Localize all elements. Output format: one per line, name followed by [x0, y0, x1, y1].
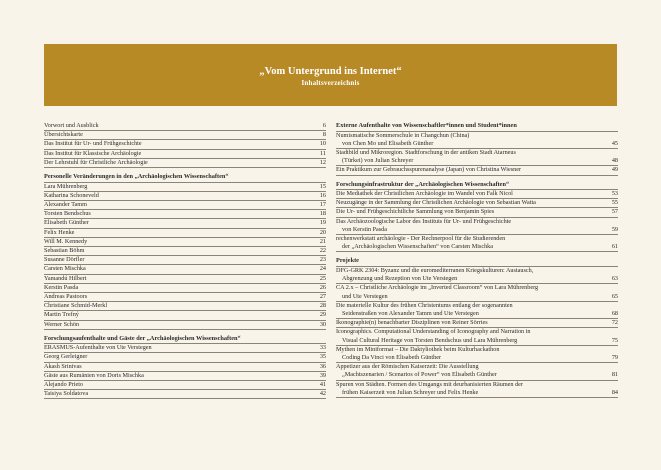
toc-page-number: 81 [611, 371, 618, 379]
toc-entry-title: Vorwort und Ausblick [44, 122, 99, 129]
document-subtitle: Inhaltsverzeichnis [301, 79, 360, 87]
toc-page-number: 19 [319, 219, 326, 227]
toc-page-number: 6 [322, 122, 326, 129]
toc-entry-title: Ein Praktikum zur Gebrauchsspurenanalyse (Japan) von Christina Wiesner [336, 166, 522, 174]
toc-entry[interactable] [44, 284, 326, 293]
toc-page-number: 21 [319, 237, 326, 245]
toc-page-number: 63 [611, 275, 618, 283]
toc-entry-title: Alejando Prieto [44, 381, 84, 389]
toc-page-number: 45 [611, 139, 618, 147]
toc-entry-title: Seidenstraßen von Alexander Tamm und Ute Verstegen [342, 309, 479, 317]
toc-page-number: 49 [611, 166, 618, 174]
toc-entry[interactable] [44, 321, 326, 330]
toc-page-number: 25 [319, 274, 326, 282]
toc-entry[interactable] [44, 353, 326, 362]
toc-page-number: 10 [319, 140, 326, 148]
toc-page-number: 12 [319, 158, 326, 166]
toc-page-number: 16 [319, 191, 326, 199]
toc-entry-title: Akash Srinivas [44, 362, 82, 370]
toc-page-number: 15 [319, 182, 326, 190]
toc-entry-title: ERASMUS-Aufenthalte von Ute Verstegen [44, 344, 152, 352]
toc-entry[interactable] [44, 372, 326, 381]
toc-entry[interactable] [44, 238, 326, 247]
toc-entry[interactable] [336, 199, 618, 208]
toc-entry-title: Andreas Pastoors [44, 292, 88, 300]
toc-entry-title: der „Archäologischen Wissenschaften“ von Carsten Mischka [342, 243, 494, 251]
toc-entry-title: Coding Da Vinci von Elisabeth Günther [342, 353, 442, 361]
toc-page-number: 30 [319, 320, 326, 328]
toc-page-number: 57 [611, 208, 618, 216]
toc-page-number: 79 [611, 353, 618, 361]
section-heading: Forschungsinfrastruktur der „Archäologischen Wissenschaften“ [336, 176, 618, 191]
toc-entry-title: Iconographics. Computational Understanding of Iconography and Narration in [336, 328, 531, 336]
toc-entry[interactable] [336, 149, 618, 166]
toc-entry[interactable] [44, 344, 326, 353]
toc-entry-title: Numismatische Sommerschule in Changchun (China) [336, 131, 470, 139]
toc-page-number: 23 [319, 256, 326, 264]
toc-entry[interactable] [44, 311, 326, 320]
toc-page-number: 42 [319, 390, 326, 398]
toc-entry-title: Ikonographie(n) benachbarter Disziplinen von Reiner Sörries [336, 319, 488, 327]
toc-page-number: 24 [319, 265, 326, 273]
toc-entry[interactable] [336, 363, 618, 380]
toc-entry-title: Das Institut für Ur- und Frühgeschichte [44, 140, 142, 148]
title-banner [44, 44, 617, 106]
toc-entry-title: (Türkei) von Julian Schreyer [342, 157, 414, 165]
toc-entry-title: Lara Mührenberg [44, 182, 88, 190]
toc-entry-title: Martin Trefný [44, 311, 79, 319]
toc-page-number: 65 [611, 292, 618, 300]
toc-page-number: 26 [319, 283, 326, 291]
toc-entry-title: Torsten Bendschus [44, 210, 91, 218]
toc-page-number: 28 [319, 302, 326, 310]
toc-entry[interactable] [336, 302, 618, 319]
toc-entry-title: Christiane Schmid-Merkl [44, 302, 108, 310]
toc-page-number: 39 [319, 371, 326, 379]
toc-page-number: 61 [611, 243, 618, 251]
toc-left-column [44, 122, 326, 399]
toc-entry-title: CA 2.x – Christliche Archäologie im „Inverted Classroom“ von Lara Mührenberg [336, 284, 539, 292]
toc-right-column [336, 122, 618, 398]
toc-entry[interactable] [336, 218, 618, 235]
toc-entry[interactable] [44, 122, 326, 131]
toc-entry[interactable] [336, 132, 618, 149]
toc-entry-title: Susanne Dörfler [44, 256, 85, 264]
toc-entry[interactable] [44, 131, 326, 140]
toc-entry[interactable] [44, 140, 326, 149]
toc-page-number: 18 [319, 210, 326, 218]
toc-entry-title: Werner Schön [44, 320, 80, 328]
toc-entry-title: Stadtbild und Mikroregion. Stadtforschung in der antiken Stadt Atarneus [336, 148, 516, 156]
toc-page-number: 59 [611, 225, 618, 233]
toc-entry[interactable] [44, 210, 326, 219]
toc-entry-title: Die Mediathek der Christlichen Archäologie im Wandel von Falk Nicol [336, 190, 513, 198]
toc-entry[interactable] [336, 319, 618, 328]
toc-entry-title: rechenwerkstatt archäologie - Der Rechnerpool für die Studierenden [336, 235, 506, 243]
toc-page-number: 17 [319, 200, 326, 208]
toc-entry[interactable] [336, 208, 618, 217]
toc-page-number: 55 [611, 199, 618, 207]
section-heading: Externe Aufenthalte von Wissenschaftler*innen und Student*innen [336, 122, 618, 132]
toc-entry-title: Appetizer aus der Römischen Kaiserzeit: Die Ausstellung [336, 363, 479, 371]
toc-page-number: 33 [319, 344, 326, 352]
toc-entry[interactable] [336, 284, 618, 301]
document-title: „Vom Untergrund ins Internet“ [259, 66, 402, 77]
toc-entry-title: Mythen im Miniformat – Die Daktyliothek beim Kulturhackathon [336, 345, 500, 353]
toc-entry-title: Spuren von Städten. Formen des Umgangs mit deurbanisierten Räumen der [336, 380, 523, 388]
toc-entry-title: Der Lehrstuhl für Christliche Archäologie [44, 158, 148, 166]
toc-entry[interactable] [44, 265, 326, 274]
toc-entry[interactable] [44, 363, 326, 372]
toc-entry-title: Abgrenzung und Rezeption von Ute Verstegen [342, 275, 458, 283]
toc-entry-title: Yamandú Hilbert [44, 274, 87, 282]
toc-entry[interactable] [44, 159, 326, 168]
toc-entry[interactable] [44, 201, 326, 210]
toc-page-number: 68 [611, 309, 618, 317]
toc-entry[interactable] [44, 183, 326, 192]
toc-entry-title: Sebastian Böhm [44, 246, 85, 254]
toc-entry-title: Das Archäozoologische Labor des Instituts für Ur- und Frühgeschichte [336, 217, 512, 225]
toc-entry[interactable] [44, 302, 326, 311]
toc-page-number: 41 [319, 381, 326, 389]
toc-entry-title: Alexander Tamm [44, 200, 87, 208]
toc-page-number: 48 [611, 157, 618, 165]
toc-entry-title: Georg Gerleigner [44, 353, 88, 361]
toc-page-number: 35 [319, 353, 326, 361]
toc-entry[interactable] [44, 390, 326, 399]
toc-entry-title: Carsten Mischka [44, 265, 86, 273]
toc-entry[interactable] [44, 275, 326, 284]
toc-entry-title: DFG-GRK 2304: Byzanz und die euromediterranen Kriegskulturen: Austausch, [336, 266, 534, 274]
section-heading: Projekte [336, 252, 618, 267]
toc-page-number: 75 [611, 336, 618, 344]
toc-entry[interactable] [44, 150, 326, 159]
toc-page-number: 8 [322, 131, 326, 139]
toc-entry[interactable] [336, 235, 618, 252]
toc-page-number: 53 [611, 190, 618, 198]
toc-entry[interactable] [44, 256, 326, 265]
toc-entry-title: von Chen Mo und Elisabeth Günther [342, 139, 434, 147]
toc-entry-title: Elisabeth Günther [44, 219, 89, 227]
toc-entry-title: Übersichtskarte [44, 131, 83, 139]
toc-entry[interactable] [336, 190, 618, 199]
toc-entry-title: frühen Kaiserzeit von Julian Schreyer und Felix Henke [342, 388, 479, 396]
toc-entry-title: Die Ur- und Frühgeschichtliche Sammlung von Benjamin Spies [336, 208, 495, 216]
toc-entry[interactable] [336, 381, 618, 398]
toc-entry-title: und Ute Verstegen [342, 292, 388, 300]
toc-entry-title: Neuzugänge in der Sammlung der Christlichen Archäologie von Sebastian Watta [336, 199, 536, 207]
toc-entry[interactable] [336, 346, 618, 363]
toc-entry-title: Die materielle Kultur des frühen Christentums entlang der sogenannten [336, 301, 513, 309]
toc-entry[interactable] [44, 229, 326, 238]
toc-entry[interactable] [44, 192, 326, 201]
toc-page-number: 20 [319, 228, 326, 236]
toc-page-number: 11 [320, 149, 326, 157]
toc-entry-title: Will M. Kennedy [44, 237, 88, 245]
toc-entry-title: Visual Cultural Heritage von Torsten Bendschus und Lara Mührenberg [342, 336, 518, 344]
toc-entry-title: Kerstin Pasda [44, 283, 79, 291]
toc-entry-title: Felix Henke [44, 228, 75, 236]
toc-entry-title: Katharina Schoneveld [44, 191, 99, 199]
toc-entry[interactable] [336, 328, 618, 345]
toc-entry[interactable] [44, 293, 326, 302]
toc-entry[interactable] [336, 166, 618, 175]
toc-entry-title: von Kerstin Pasda [342, 225, 388, 233]
toc-entry[interactable] [336, 267, 618, 284]
toc-page-number: 36 [319, 362, 326, 370]
toc-entry-title: „Machtszenarien / Scenarios of Power“ von Elisabeth Günther [342, 371, 497, 379]
toc-page-number: 27 [319, 292, 326, 300]
toc-entry-title: Gäste aus Rumänien von Doris Mischka [44, 371, 144, 379]
toc-page-number: 84 [611, 388, 618, 396]
toc-entry-title: Taisiya Soldatova [44, 390, 89, 398]
toc-entry[interactable] [44, 381, 326, 390]
toc-entry[interactable] [44, 219, 326, 228]
section-heading: Forschungsaufenthalte und Gäste der „Archäologischen Wissenschaften“ [44, 330, 326, 345]
toc-page-number: 72 [611, 319, 618, 327]
toc-entry-title: Das Institut für Klassische Archäologie [44, 149, 142, 157]
section-heading: Personelle Veränderungen in den „Archäologischen Wissenschaften“ [44, 168, 326, 183]
toc-page-number: 29 [319, 311, 326, 319]
toc-page-number: 22 [319, 246, 326, 254]
toc-entry[interactable] [44, 247, 326, 256]
